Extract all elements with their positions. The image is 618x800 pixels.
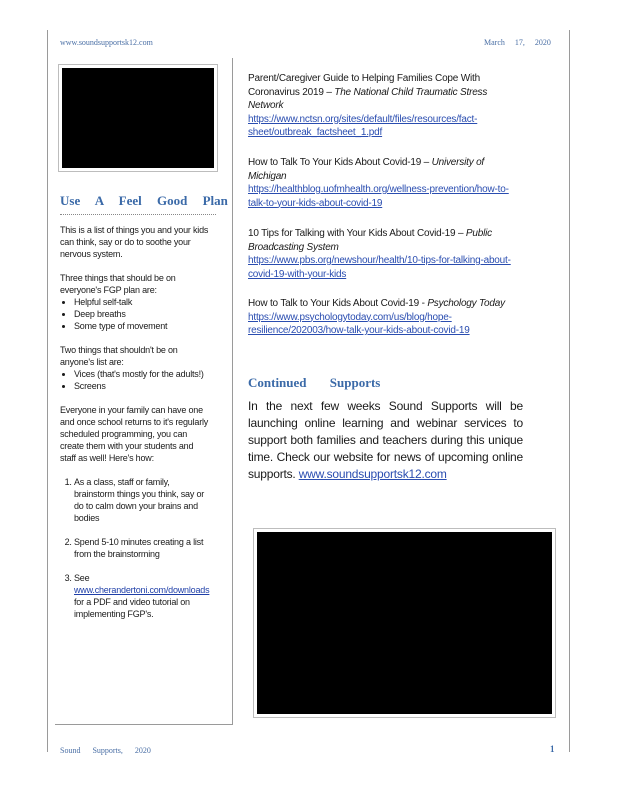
footer-text: Sound Supports, 2020 [60, 746, 151, 755]
continued-supports-title: Continued Supports [248, 375, 381, 390]
header-url[interactable]: www.soundsupportsk12.com [60, 38, 153, 47]
reference-4 [248, 297, 523, 338]
reference-2 [248, 156, 523, 210]
list-item: • Helpful self-talk [74, 296, 210, 308]
left-col-bottom-rule [55, 724, 233, 725]
step-3-pre: See [74, 573, 90, 583]
step-3-post: for a PDF and video tutorial on implementing FGP's. [74, 597, 190, 619]
continued-text: In the next few weeks Sound Supports will be launching online learning and webinar services to support both families and teachers during this unique time. Check our website for news of upcoming online supports. [248, 399, 523, 481]
step-3 [74, 572, 210, 620]
title-dotted-rule [60, 214, 216, 215]
reference-source: Public Broadcasting System [248, 228, 492, 253]
left-image [62, 68, 214, 168]
right-image [257, 532, 552, 714]
two-heading: Two things that shouldn't be on anyone's list are: [60, 345, 178, 367]
reference-link[interactable]: https://healthblog.uofmhealth.org/wellness-prevention/how-to-talk-to-your-kids-about-covid-19 [248, 184, 509, 209]
page-number: 1 [550, 744, 555, 754]
reference-1 [248, 72, 523, 140]
reference-link[interactable]: https://www.psychologytoday.com/us/blog/hope-resilience/202003/how-talk-your-kids-about-covid-19 [248, 311, 470, 336]
page-border-right [569, 30, 570, 752]
reference-title: How to Talk to Your Kids About Covid-19 - [248, 298, 425, 309]
reference-title: Parent/Caregiver Guide to Helping Families Cope With Coronavirus 2019 – [248, 73, 480, 98]
reference-source: University of Michigan [248, 157, 485, 182]
cherandertoni-link[interactable]: www.cherandertoni.com/downloads [74, 585, 210, 595]
reference-title: How to Talk To Your Kids About Covid-19 – [248, 157, 429, 168]
step-1: 1. As a class, staff or family, brainstorm things you think, say or do to calm down your brains and bodies [74, 476, 210, 524]
reference-source: Psychology Today [427, 298, 505, 309]
column-divider [232, 58, 233, 724]
everyone-text: Everyone in your family can have one and once school returns to it's regularly scheduled programming, you can create them with your students and staff as well! Here's how: [60, 405, 209, 463]
reference-title: 10 Tips for Talking with Your Kids About Covid-19 – [248, 228, 464, 239]
continued-supports-body [248, 398, 523, 483]
list-item: • Screens [74, 380, 210, 392]
header-date: March 17, 2020 [484, 38, 551, 47]
three-list [60, 296, 210, 332]
left-column-body [60, 224, 210, 632]
list-item: • Vices (that's mostly for the adults!) [74, 368, 210, 380]
list-item: • Deep breaths [74, 308, 210, 320]
step-2: 2. Spend 5-10 minutes creating a list from the brainstorming [74, 536, 210, 560]
steps-list [60, 476, 210, 620]
reference-link[interactable]: https://www.nctsn.org/sites/default/files/resources/fact-sheet/outbreak_factsheet_1.pdf [248, 113, 478, 138]
two-list [60, 368, 210, 392]
reference-link[interactable]: https://www.pbs.org/newshour/health/10-tips-for-talking-about-covid-19-with-your-kids [248, 255, 511, 280]
feel-good-plan-title: Use A Feel Good Plan [60, 193, 228, 208]
reference-3 [248, 227, 523, 281]
page-border-left [47, 30, 48, 752]
list-item: • Some type of movement [74, 320, 210, 332]
reference-source: The National Child Traumatic Stress Network [248, 86, 488, 111]
three-heading: Three things that should be on everyone's FGP plan are: [60, 273, 176, 295]
intro-text: This is a list of things you and your kids can think, say or do to soothe your nervous system. [60, 225, 209, 259]
website-link[interactable]: www.soundsupportsk12.com [298, 467, 447, 481]
